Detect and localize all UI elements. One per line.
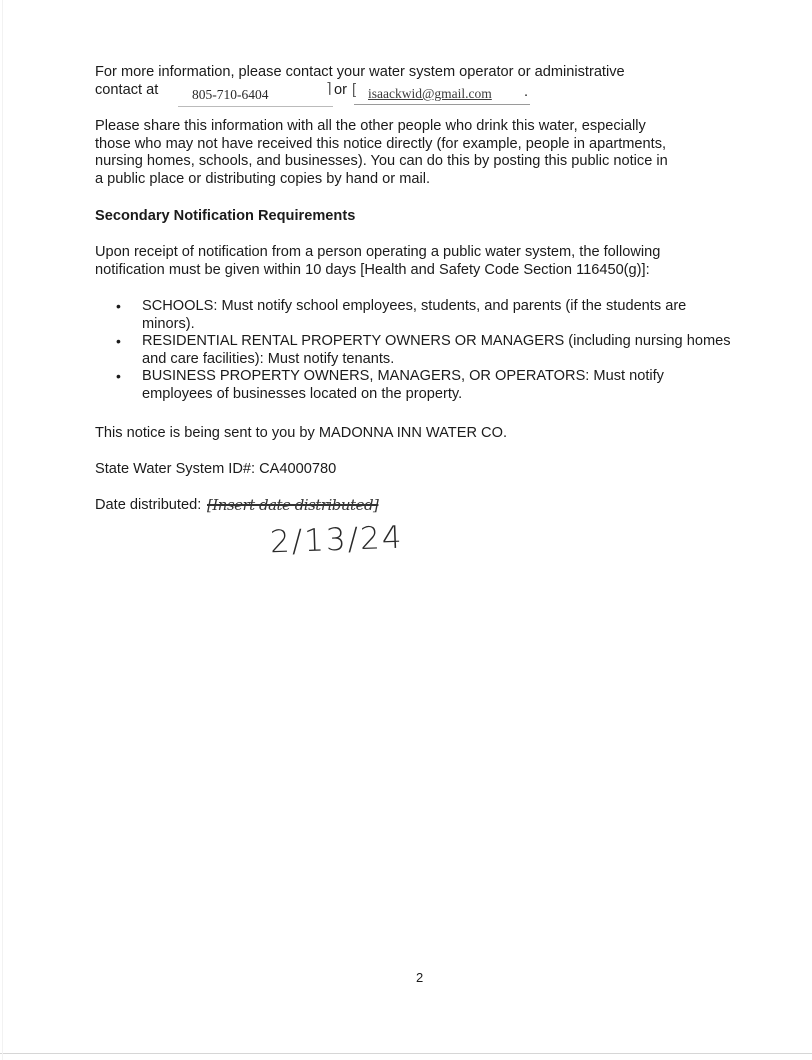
scan-bottom-edge (0, 1053, 812, 1054)
system-id-text: State Water System ID#: CA4000780 (95, 461, 337, 477)
share-line: nursing homes, schools, and businesses). You can do this by posting this public notice in (95, 153, 668, 169)
contact-line-1: For more information, please contact your water system operator or administrative (95, 64, 625, 80)
contact-email: isaackwid@gmail.com (368, 86, 492, 101)
share-line: Please share this information with all the other people who drink this water, especially (95, 118, 646, 134)
contact-phone: 805-710-6404 (192, 87, 269, 102)
date-placeholder-struck: [Insert date distributed] (207, 496, 379, 514)
secondary-heading: Secondary Notification Requirements (95, 208, 356, 224)
sent-by-text: This notice is being sent to you by MADONNA INN WATER CO. (95, 425, 507, 441)
contact-or: or (334, 82, 347, 98)
secondary-intro (95, 244, 720, 279)
share-line: those who may not have received this notice directly (for example, people in apartments, (95, 135, 667, 152)
secondary-intro-line: Upon receipt of notification from a person operating a public water system, the following (95, 244, 661, 260)
contact-prefix: contact at (95, 81, 159, 98)
date-label: Date distributed: (95, 497, 202, 513)
scan-left-edge (2, 0, 3, 1060)
secondary-bullet-list (95, 298, 735, 403)
email-bracket-open: [ (352, 82, 357, 98)
share-line: a public place or distributing copies by hand or mail. (95, 170, 431, 187)
bullet-schools: • SCHOOLS: Must notify school employees, students, and parents (if the students are minors). (95, 298, 735, 333)
handwritten-date: 2/13/24 (269, 519, 405, 561)
bullet-business: • BUSINESS PROPERTY OWNERS, MANAGERS, OR OPERATORS: Must notify employees of businesses located on the property. (95, 368, 735, 403)
phone-field-line (178, 106, 333, 107)
secondary-intro-line: notification must be given within 10 days [Health and Safety Code Section 116450(g)]: (95, 261, 650, 278)
email-field-line (354, 104, 530, 105)
bullet-residential: • RESIDENTIAL RENTAL PROPERTY OWNERS OR MANAGERS (including nursing homes and care facilities): Must notify tenants. (95, 333, 735, 368)
contact-end-dot: . (524, 84, 529, 100)
share-paragraph (95, 118, 720, 188)
phone-bracket-close: ⌉ (326, 81, 332, 97)
page-number: 2 (416, 970, 424, 985)
